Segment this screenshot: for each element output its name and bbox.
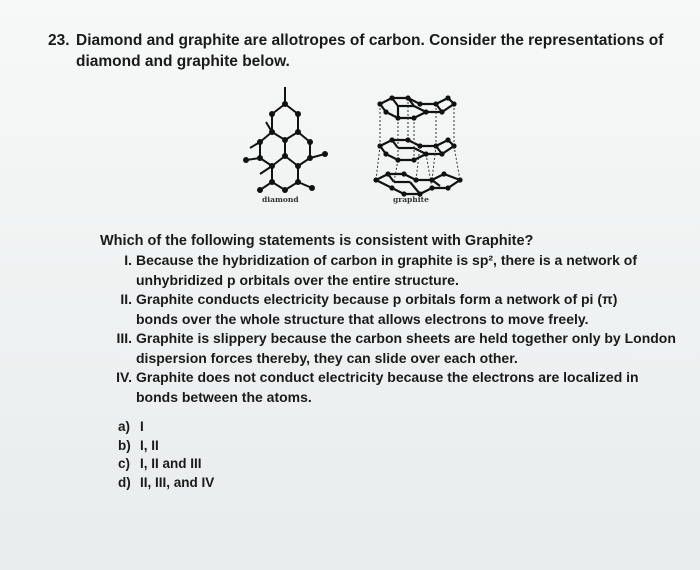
statement-number: II.: [120, 291, 132, 307]
choice-letter: a): [118, 419, 131, 434]
answer-choice[interactable]: [118, 455, 214, 474]
choice-text: I: [140, 419, 144, 434]
statement-text-line2: unhybridized p orbitals over the entire structure.: [136, 271, 459, 288]
question-prompt: Which of the following statements is consistent with Graphite?: [100, 233, 534, 249]
graphite-atoms: [373, 95, 462, 196]
question-text-line1: Diamond and graphite are allotropes of carbon. Consider the representations of: [76, 32, 664, 49]
question-number: 23.: [48, 32, 70, 49]
statement-text-line1: Because the hybridization of carbon in graphite is sp², there is a network of: [136, 252, 637, 268]
diamond-caption: diamond: [262, 195, 299, 204]
answer-choice[interactable]: [118, 418, 214, 437]
statement-text-line2: dispersion forces thereby, they can slide over each other.: [136, 349, 518, 366]
statement-text-line1: Graphite is slippery because the carbon sheets are held together only by London: [136, 330, 676, 346]
choice-letter: d): [118, 474, 131, 490]
statement-text-line1: Graphite does not conduct electricity because the electrons are localized in: [136, 369, 639, 385]
allotrope-figure: [230, 82, 470, 210]
choice-text: I, II: [140, 437, 159, 453]
statement-list: [100, 251, 680, 407]
statement-item: [100, 329, 680, 368]
question-text-line2: diamond and graphite below.: [76, 53, 290, 70]
statement-text-line1: Graphite conducts electricity because p orbitals form a network of pi (π): [136, 291, 618, 307]
statement-text-line2: bonds between the atoms.: [136, 388, 312, 405]
statement-number: I.: [124, 252, 132, 268]
choice-letter: b): [118, 437, 131, 453]
statement-number: III.: [116, 330, 132, 346]
statement-item: [100, 368, 680, 407]
graphite-caption: graphite: [393, 195, 429, 204]
answer-choice[interactable]: [118, 437, 214, 456]
choice-text: I, II and III: [140, 456, 202, 471]
choice-letter: c): [118, 456, 131, 471]
statement-item: [100, 290, 680, 329]
statement-number: IV.: [116, 369, 132, 385]
answer-choices: [118, 418, 214, 492]
answer-choice[interactable]: [118, 474, 214, 493]
statement-text-line2: bonds over the whole structure that allows electrons to move freely.: [136, 310, 589, 327]
statement-item: [100, 251, 680, 290]
question-header: [48, 30, 668, 72]
choice-text: II, III, and IV: [140, 474, 215, 490]
